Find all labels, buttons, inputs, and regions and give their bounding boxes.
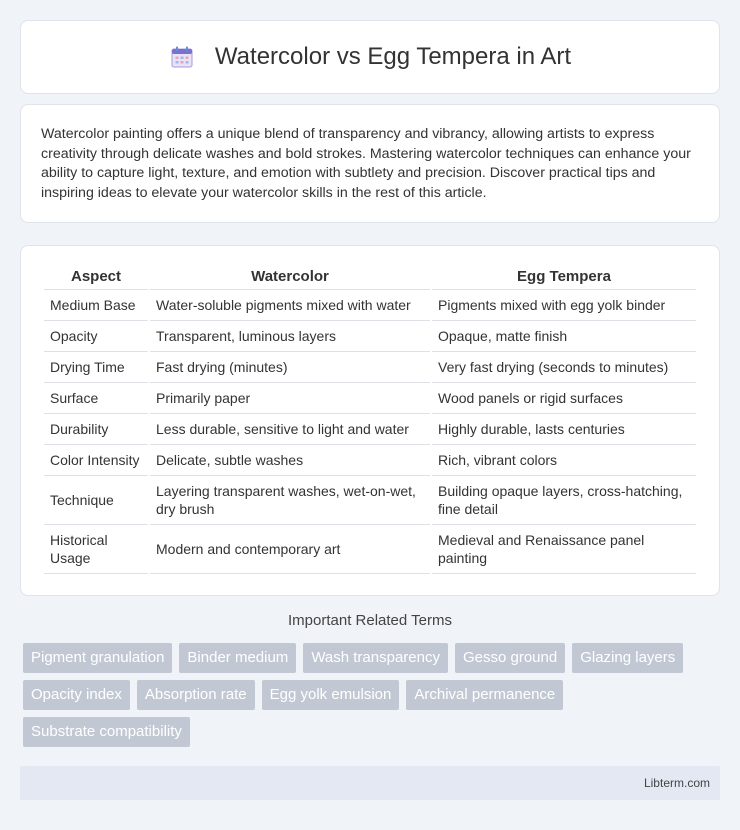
table-row — [44, 414, 696, 445]
tag-binder-medium[interactable]: Binder medium — [179, 643, 296, 673]
comparison-table — [42, 262, 698, 574]
cell-egg-tempera: Opaque, matte finish — [432, 321, 696, 352]
cell-watercolor: Modern and contemporary art — [150, 525, 430, 574]
tag-pigment-granulation[interactable]: Pigment granulation — [23, 643, 172, 673]
tag-substrate-compatibility[interactable]: Substrate compatibility — [23, 717, 190, 747]
cell-aspect: Historical Usage — [44, 525, 148, 574]
tag-wash-transparency[interactable]: Wash transparency — [303, 643, 448, 673]
cell-aspect: Technique — [44, 476, 148, 525]
intro-text: Watercolor painting offers a unique blend of transparency and vibrancy, allowing artists to express creativity through delicate washes and bold strokes. Mastering watercolor techniques can enhance your ability to capture light, texture, and emotion with subtlety and precision. Discover practical tips and inspiring ideas to elevate your watercolor skills in the rest of this article. — [41, 126, 691, 201]
cell-egg-tempera: Building opaque layers, cross-hatching, fine detail — [432, 476, 696, 525]
table-row — [44, 352, 696, 383]
tag-opacity-index[interactable]: Opacity index — [23, 680, 130, 710]
tag-absorption-rate[interactable]: Absorption rate — [137, 680, 255, 710]
cell-watercolor: Water-soluble pigments mixed with water — [150, 290, 430, 321]
comparison-table-card — [20, 245, 720, 596]
header-aspect: Aspect — [44, 262, 148, 290]
cell-aspect: Drying Time — [44, 352, 148, 383]
footer-link[interactable]: Libterm.com — [643, 776, 710, 790]
table-row — [44, 290, 696, 321]
table-header-row — [44, 262, 696, 290]
tag-glazing-layers[interactable]: Glazing layers — [572, 643, 683, 673]
table-row — [44, 525, 696, 574]
calendar-icon — [169, 44, 195, 70]
cell-aspect: Color Intensity — [44, 445, 148, 476]
table-row — [44, 476, 696, 525]
tag-egg-yolk-emulsion[interactable]: Egg yolk emulsion — [262, 680, 400, 710]
page-title: Watercolor vs Egg Tempera in Art — [214, 43, 572, 70]
cell-egg-tempera: Very fast drying (seconds to minutes) — [432, 352, 696, 383]
table-row — [44, 383, 696, 414]
table-row — [44, 321, 696, 352]
cell-watercolor: Transparent, luminous layers — [150, 321, 430, 352]
related-terms-section — [20, 612, 720, 747]
cell-watercolor: Layering transparent washes, wet-on-wet, dry brush — [150, 476, 430, 525]
related-terms-tags — [20, 643, 720, 747]
cell-watercolor: Delicate, subtle washes — [150, 445, 430, 476]
title-wrap — [169, 43, 571, 71]
cell-watercolor: Fast drying (minutes) — [150, 352, 430, 383]
table-row — [44, 445, 696, 476]
cell-egg-tempera: Medieval and Renaissance panel painting — [432, 525, 696, 574]
header-egg-tempera: Egg Tempera — [432, 262, 696, 290]
cell-aspect: Surface — [44, 383, 148, 414]
cell-watercolor: Less durable, sensitive to light and water — [150, 414, 430, 445]
related-terms-title: Important Related Terms — [288, 612, 452, 629]
header-watercolor: Watercolor — [150, 262, 430, 290]
cell-aspect: Opacity — [44, 321, 148, 352]
cell-egg-tempera: Rich, vibrant colors — [432, 445, 696, 476]
cell-aspect: Medium Base — [44, 290, 148, 321]
cell-egg-tempera: Highly durable, lasts centuries — [432, 414, 696, 445]
intro-card — [20, 104, 720, 223]
cell-watercolor: Primarily paper — [150, 383, 430, 414]
cell-egg-tempera: Pigments mixed with egg yolk binder — [432, 290, 696, 321]
tag-archival-permanence[interactable]: Archival permanence — [406, 680, 563, 710]
cell-aspect: Durability — [44, 414, 148, 445]
tag-gesso-ground[interactable]: Gesso ground — [455, 643, 565, 673]
cell-egg-tempera: Wood panels or rigid surfaces — [432, 383, 696, 414]
header-card — [20, 20, 720, 94]
footer — [20, 766, 720, 800]
